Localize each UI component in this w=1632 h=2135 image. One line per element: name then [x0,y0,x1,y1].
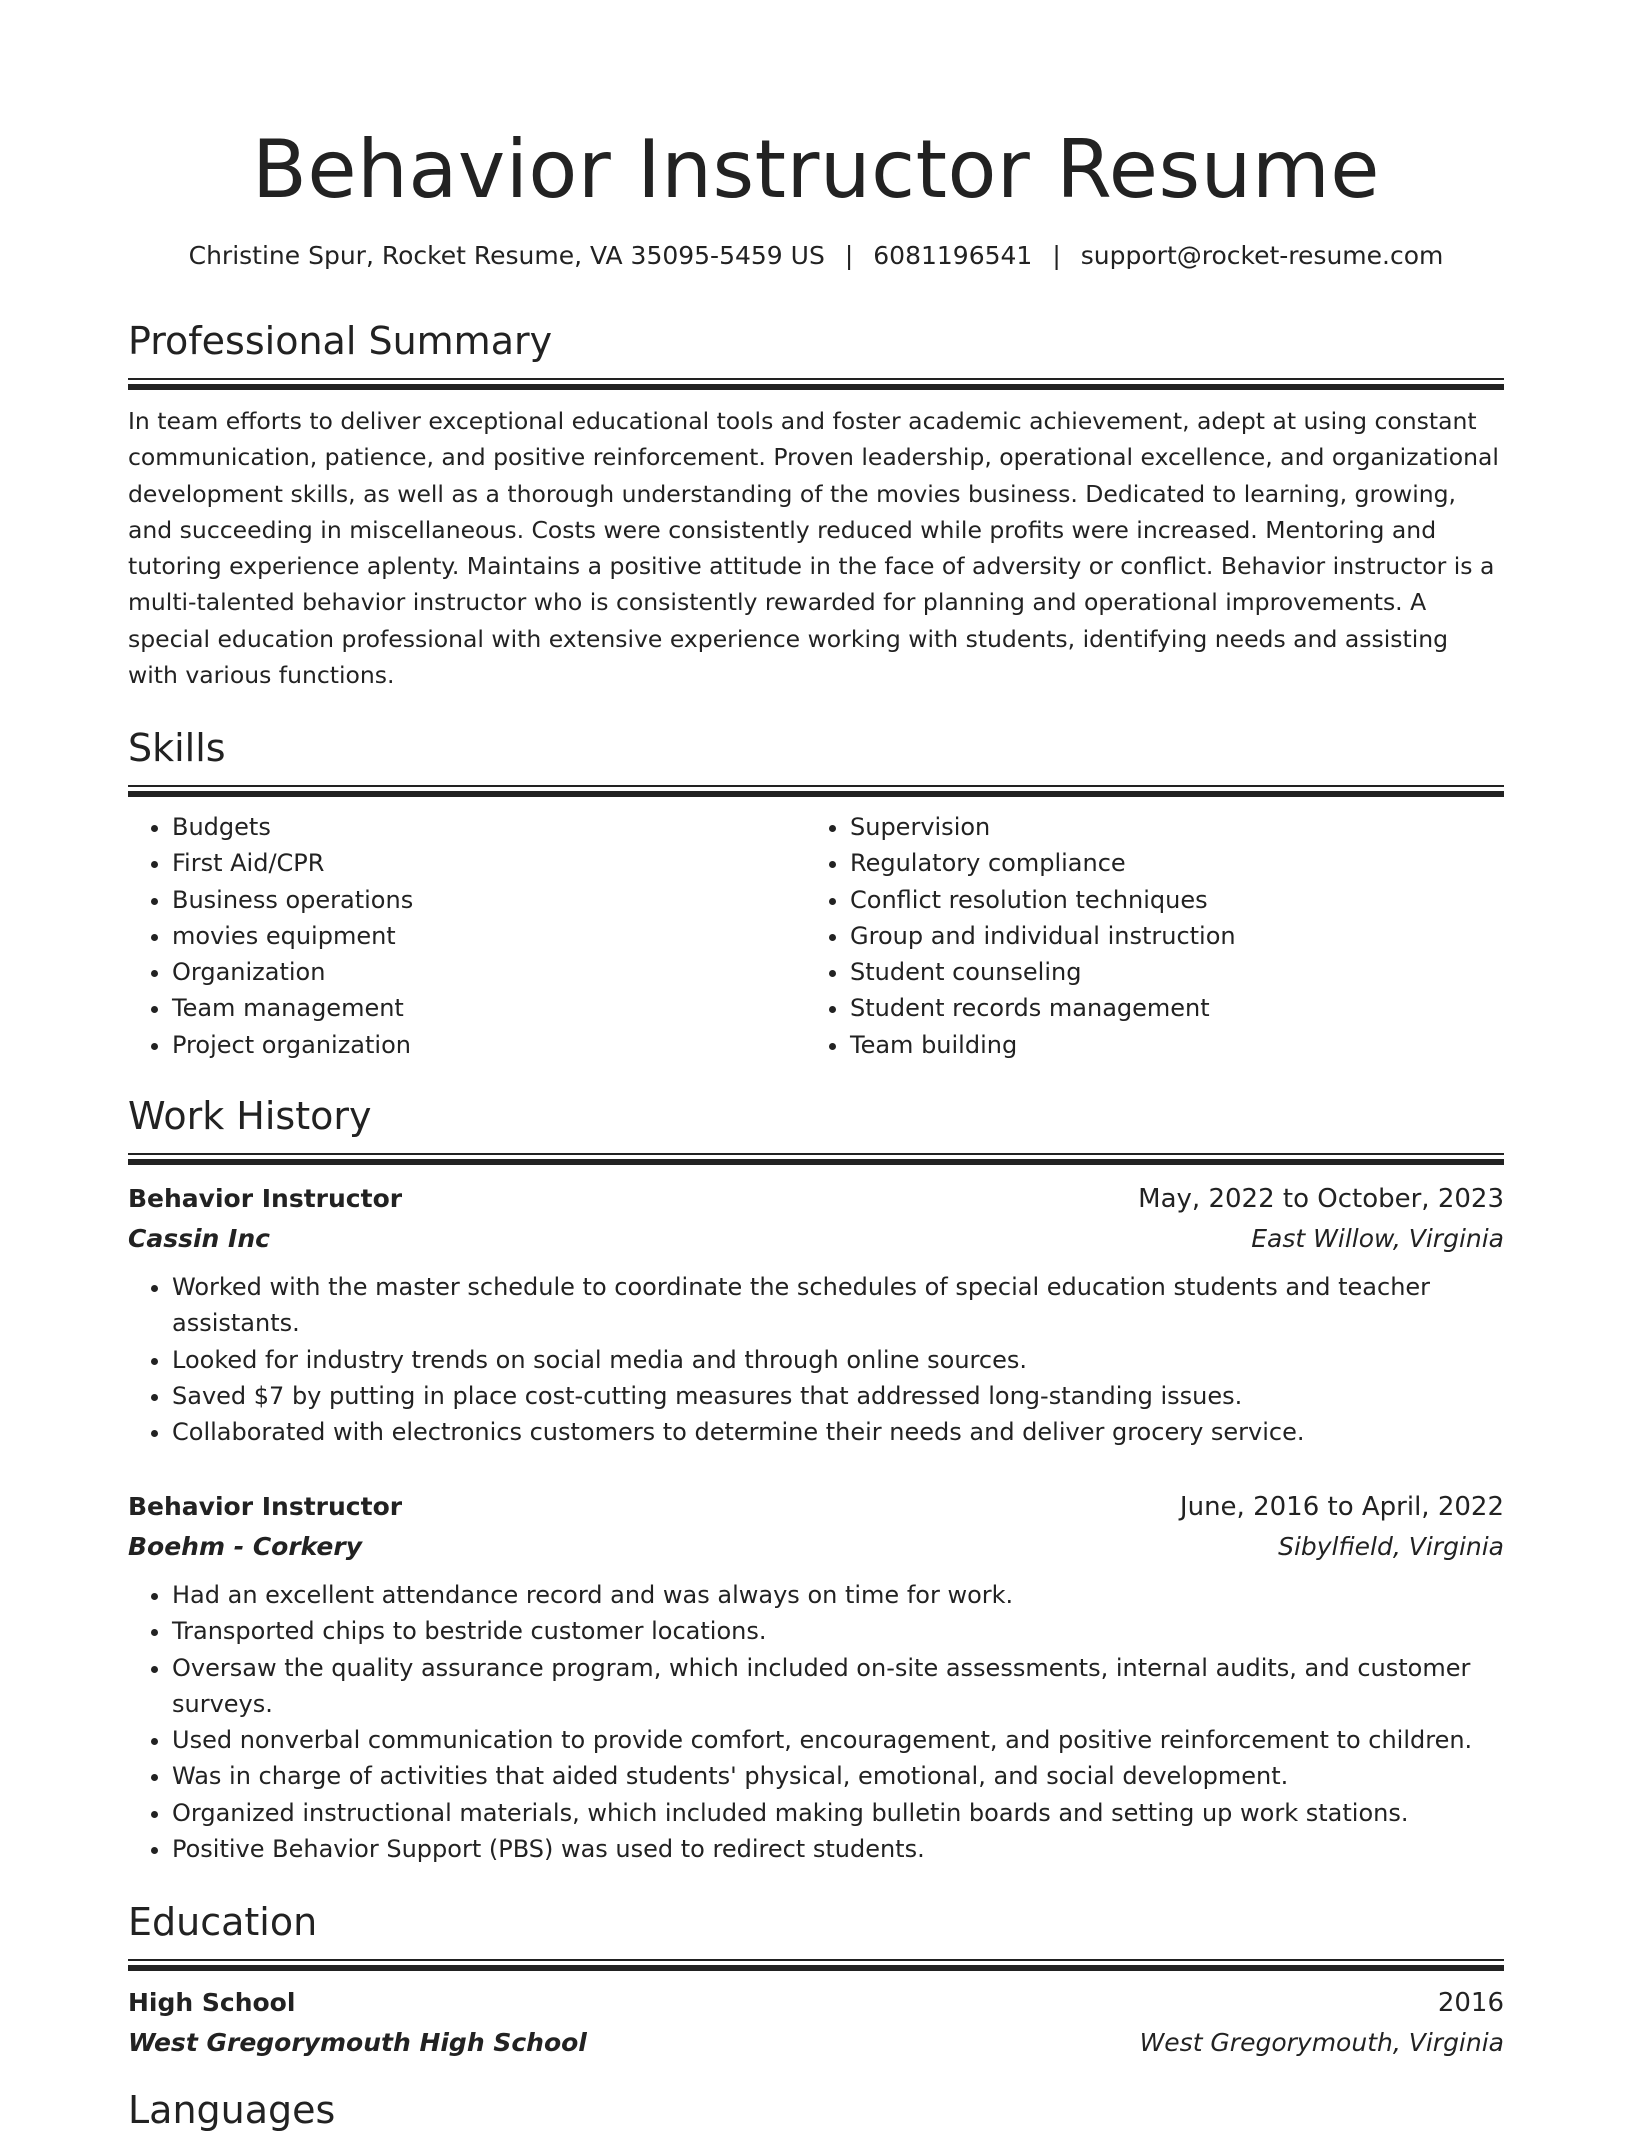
languages-heading: Languages [128,2088,336,2132]
job-title: Behavior Instructor [128,1492,403,1521]
skills-heading: Skills [128,726,226,770]
education-location: West Gregorymouth, Virginia [1139,2028,1504,2057]
job-bullet: • Used nonverbal communication to provide comfort, encouragement, and positive reinforcement to children. [172,1722,1504,1758]
job-company-row [128,1527,1504,1567]
skill-item: • Business operations [172,882,806,918]
contact-line [128,236,1504,276]
job-bullet: • Had an excellent attendance record and was always on time for work. [172,1577,1504,1613]
skill-item: • Conflict resolution techniques [850,882,1484,918]
contact-email: support@rocket-resume.com [1080,241,1444,270]
skill-item: • First Aid/CPR [172,845,806,881]
summary-section [128,316,1504,693]
education-entry [128,1983,1504,2063]
education-year: 2016 [1437,1988,1504,2018]
job-entry [128,1179,1504,1450]
education-school: West Gregorymouth High School [128,2028,587,2057]
skills-column-right [806,809,1484,1063]
skill-item: • Team building [850,1027,1484,1063]
job-location: Sibylfield, Virginia [1278,1532,1504,1561]
job-dates: May, 2022 to October, 2023 [1138,1184,1504,1214]
languages-section [128,2085,1504,2135]
skill-item: • Team management [172,990,806,1026]
skill-item: • Budgets [172,809,806,845]
job-bullet: • Positive Behavior Support (PBS) was used to redirect students. [172,1831,1504,1867]
job-header-row [128,1179,1504,1219]
job-title: Behavior Instructor [128,1184,403,1213]
work-history-section [128,1091,1504,1165]
contact-separator: | [844,241,854,270]
job-bullet: • Oversaw the quality assurance program, which included on-site assessments, internal audits, and customer surveys. [172,1650,1504,1723]
section-divider [128,378,1504,390]
skill-item: • Supervision [850,809,1484,845]
skills-list-right [806,809,1484,1063]
job-bullet: • Was in charge of activities that aided students' physical, emotional, and social development. [172,1758,1504,1794]
work-history-heading: Work History [128,1094,372,1138]
job-company: Cassin Inc [128,1224,270,1253]
skill-item: • Organization [172,954,806,990]
job-bullet: • Transported chips to bestride customer locations. [172,1613,1504,1649]
skill-item: • Student records management [850,990,1484,1026]
education-degree: High School [128,1988,296,2017]
skills-section [128,723,1504,1063]
section-divider [128,785,1504,797]
skills-list-left [128,809,806,1063]
summary-text: In team efforts to deliver exceptional educational tools and foster academic achievement, adept at using constant communication, patience, and positive reinforcement. Proven leadership, operational excellence, and organizational development skills, as well as a thorough understanding of the movies business. Dedicated to learning, growing, and succeeding in miscellaneous. Costs were consistently reduced while profits were increased. Mentoring and tutoring experience aplenty. Maintains a positive attitude in the face of adversity or conflict. Behavior instructor is a multi-talented behavior instructor who is consistently rewarded for planning and operational improvements. A special education professional with extensive experience working with students, identifying needs and assisting with various functions. [128,407,1499,690]
summary-heading: Professional Summary [128,319,553,363]
contact-separator: | [1052,241,1061,270]
job-bullet: • Organized instructional materials, which included making bulletin boards and setting up work stations. [172,1795,1504,1831]
job-bullet-list [128,1577,1504,1867]
job-company-row [128,1219,1504,1259]
resume-title: Behavior Instructor Resume [252,123,1380,216]
job-bullet: • Saved $7 by putting in place cost-cutting measures that addressed long-standing issues. [172,1378,1504,1414]
skill-item: • Group and individual instruction [850,918,1484,954]
job-dates: June, 2016 to April, 2022 [1179,1492,1504,1522]
job-bullet: • Collaborated with electronics customers to determine their needs and deliver grocery service. [172,1414,1504,1450]
job-header-row [128,1487,1504,1527]
section-divider [128,1153,1504,1165]
skills-column-left [128,809,806,1063]
job-bullet: • Looked for industry trends on social media and through online sources. [172,1342,1504,1378]
skill-item: • Project organization [172,1027,806,1063]
education-section [128,1897,1504,2063]
job-bullet-list [128,1269,1504,1450]
skills-grid [128,809,1504,1063]
section-divider [128,1959,1504,1971]
contact-address: Christine Spur, Rocket Resume, VA 35095-5459 US [188,241,825,270]
education-school-row [128,2023,1504,2063]
skill-item: • Regulatory compliance [850,845,1484,881]
skill-item: • movies equipment [172,918,806,954]
job-entry [128,1487,1504,1867]
job-company: Boehm - Corkery [128,1532,362,1561]
contact-phone: 6081196541 [873,241,1033,270]
education-heading: Education [128,1900,318,1944]
skill-item: • Student counseling [850,954,1484,990]
job-location: East Willow, Virginia [1251,1224,1504,1253]
job-bullet: • Worked with the master schedule to coordinate the schedules of special education students and teacher assistants. [172,1269,1504,1342]
education-header-row [128,1983,1504,2023]
